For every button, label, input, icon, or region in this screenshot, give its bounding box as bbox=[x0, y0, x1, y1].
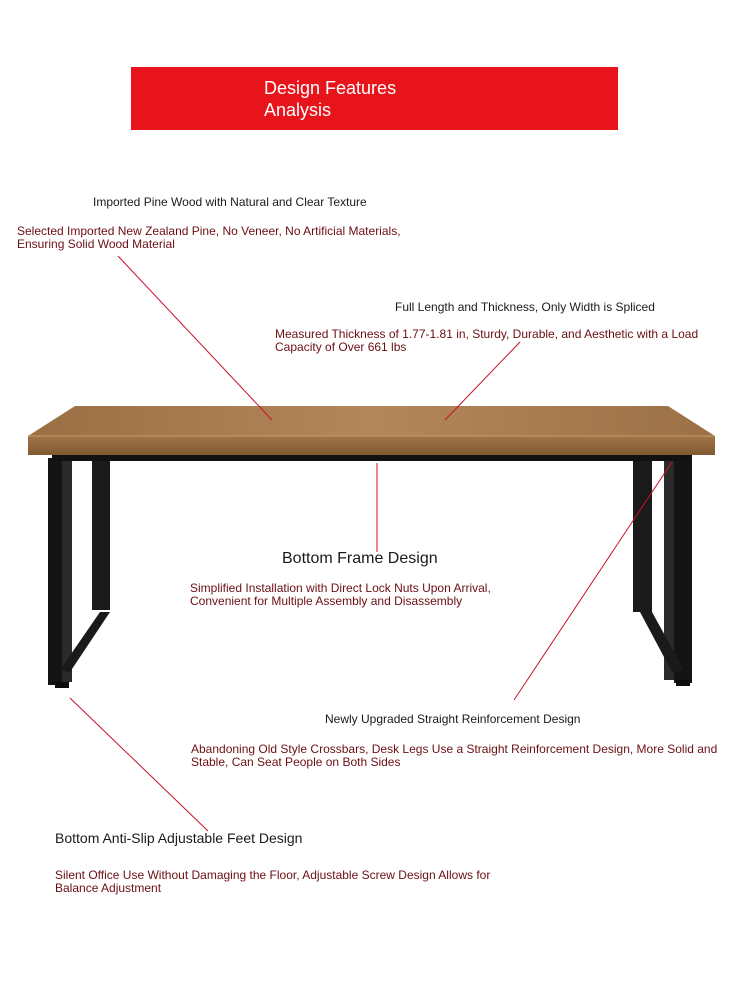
bottom-frame-description: Simplified Installation with Direct Lock Nuts Upon Arrival, Convenient for Multiple Assembly and Disassembly bbox=[190, 581, 491, 608]
thickness-heading: Full Length and Thickness, Only Width is Spliced bbox=[395, 300, 655, 314]
feet-description: Silent Office Use Without Damaging the Floor, Adjustable Screw Design Allows for Balance Adjustment bbox=[55, 868, 491, 895]
callout-line-pine-wood bbox=[118, 256, 272, 420]
frame-rail bbox=[52, 455, 692, 461]
pine-wood-heading: Imported Pine Wood with Natural and Clear Texture bbox=[93, 195, 367, 209]
callout-line-feet bbox=[70, 698, 208, 831]
pine-wood-description: Selected Imported New Zealand Pine, No Veneer, No Artificial Materials, Ensuring Solid Wood Material bbox=[17, 224, 401, 251]
reinforcement-description: Abandoning Old Style Crossbars, Desk Legs Use a Straight Reinforcement Design, More Solid and Stable, Can Seat People on Both Sides bbox=[191, 742, 718, 769]
banner-title: Design Features Analysis bbox=[264, 78, 397, 120]
left-leg-frame bbox=[48, 458, 110, 688]
thickness-description: Measured Thickness of 1.77-1.81 in, Sturdy, Durable, and Aesthetic with a Load Capacity of Over 661 lbs bbox=[275, 327, 699, 354]
tabletop bbox=[28, 406, 715, 455]
bottom-frame-heading: Bottom Frame Design bbox=[282, 550, 438, 567]
feet-heading: Bottom Anti-Slip Adjustable Feet Design bbox=[55, 830, 303, 846]
right-leg-frame bbox=[633, 458, 692, 686]
reinforcement-heading: Newly Upgraded Straight Reinforcement Design bbox=[325, 712, 581, 726]
